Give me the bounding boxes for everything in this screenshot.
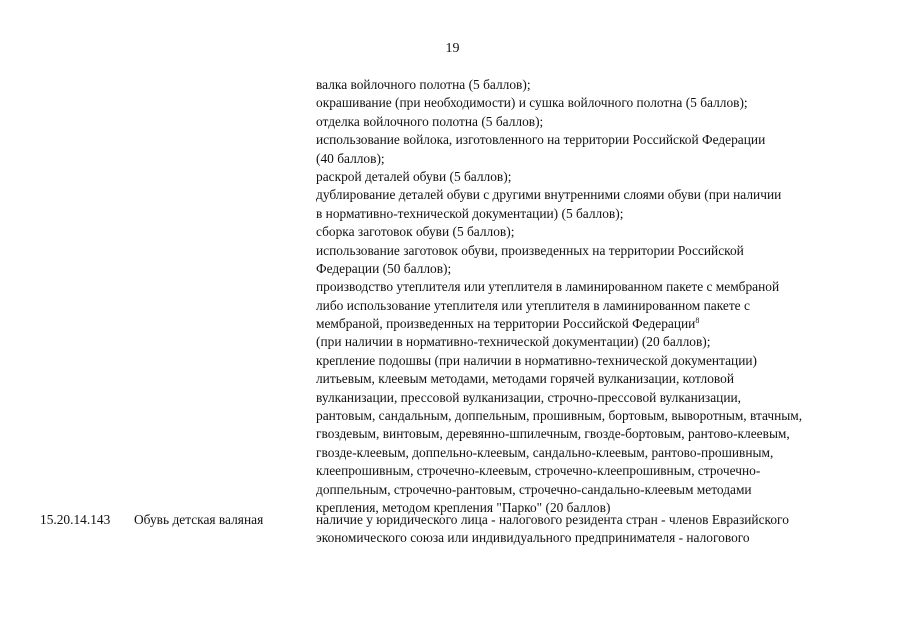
text-line: использование войлока, изготовленного на территории Российской Федерации	[316, 132, 766, 148]
page-number: 19	[445, 41, 460, 56]
text-line: в нормативно-технической документации) (5 баллов);	[316, 205, 624, 221]
text-line: сборка заготовок обуви (5 баллов);	[316, 224, 515, 240]
text-line-with-footnote	[316, 315, 896, 333]
text-line: (40 баллов);	[316, 150, 385, 166]
text-line: крепление подошвы (при наличии в нормативно-технической документации)	[316, 352, 757, 368]
text-line: наличие у юридического лица - налогового резидента стран - членов Евразийского	[316, 512, 789, 527]
text-line: клеепрошивным, строчечно-клеевым, строчечно-клеепрошивным, строчечно-	[316, 463, 761, 479]
text-line: раскрой деталей обуви (5 баллов);	[316, 168, 512, 184]
product-code: 15.20.14.143	[40, 512, 111, 527]
text-line: гвоздевым, винтовым, деревянно-шпилечным, гвозде-бортовым, рантово-клеевым,	[316, 426, 790, 442]
text-line: экономического союза или индивидуального предпринимателя - налогового	[316, 530, 750, 546]
text-line: использование заготовок обуви, произведенных на территории Российской	[316, 242, 744, 258]
product-name: Обувь детская валяная	[134, 512, 264, 527]
text-line: дублирование деталей обуви с другими внутренними слоями обуви (при наличии	[316, 187, 782, 203]
text-line: рантовым, сандальным, доппельным, прошивным, бортовым, выворотным, втачным,	[316, 408, 803, 424]
text-line: гвозде-клеевым, доппельно-клеевым, сандально-клеевым, рантово-прошивным,	[316, 444, 774, 460]
text-line: крепления, методом крепления "Парко" (20 баллов)	[316, 499, 611, 515]
footnote-reference: 8	[695, 316, 700, 326]
text-line: производство утеплителя или утеплителя в ламинированном пакете с мембраной	[316, 279, 780, 295]
text-line: Федерации (50 баллов);	[316, 260, 452, 276]
requirements-continuation	[316, 76, 896, 517]
text-line: окрашивание (при необходимости) и сушка войлочного полотна (5 баллов);	[316, 95, 748, 111]
text-line: доппельным, строчечно-рантовым, строчечно-сандально-клеевым методами	[316, 481, 752, 497]
text-line: вулканизации, прессовой вулканизации, строчно-прессовой вулканизации,	[316, 389, 742, 405]
text-line: литьевым, клеевым методами, методами горячей вулканизации, котловой	[316, 371, 734, 387]
product-requirements	[316, 511, 896, 548]
text-segment: мембраной, произведенных на территории Российской Федерации	[316, 316, 696, 332]
text-line: (при наличии в нормативно-технической документации) (20 баллов);	[316, 334, 711, 350]
text-line: отделка войлочного полотна (5 баллов);	[316, 113, 544, 129]
text-line: валка войлочного полотна (5 баллов);	[316, 77, 531, 92]
text-line: либо использование утеплителя или утеплителя в ламинированном пакете с	[316, 297, 750, 313]
